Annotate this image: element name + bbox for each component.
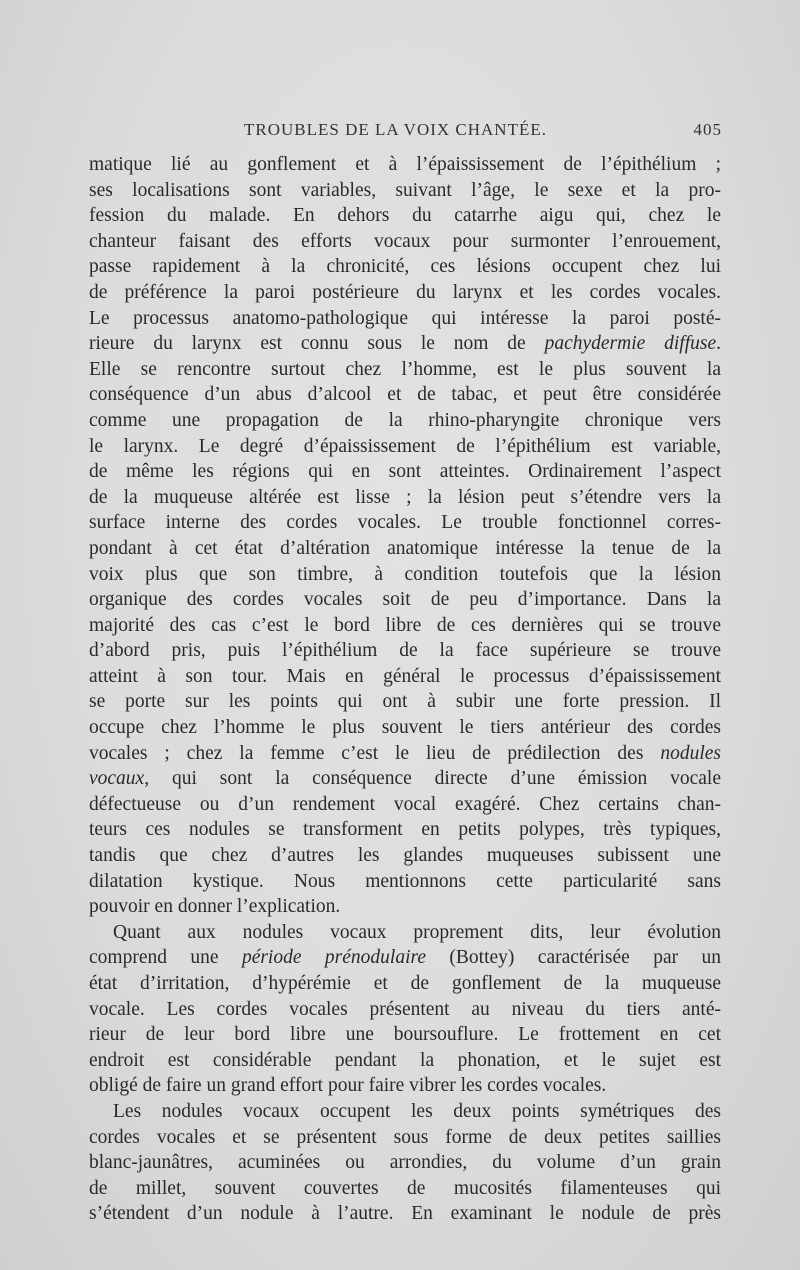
- text-line: atteint à son tour. Mais en général le processus d’épaississement: [89, 665, 721, 687]
- text-line: fession du malade. En dehors du catarrhe aigu qui, chez le: [89, 205, 721, 227]
- body-text: [89, 152, 721, 1227]
- text-line: rieure du larynx est connu sous le nom de pachydermie diffuse.: [89, 333, 721, 355]
- text-line: Quant aux nodules vocaux proprement dits, leur évolution: [113, 921, 721, 943]
- text-line: de millet, souvent couvertes de mucosités filamenteuses qui: [89, 1177, 721, 1199]
- text-line: de la muqueuse altérée est lisse ; la lésion peut s’étendre vers la: [89, 486, 721, 508]
- text-line: blanc-jaunâtres, acuminées ou arrondies, du volume d’un grain: [89, 1152, 721, 1174]
- text-line: conséquence d’un abus d’alcool et de tabac, et peut être considérée: [89, 384, 721, 406]
- text-line: pondant à cet état d’altération anatomique intéresse la tenue de la: [89, 537, 721, 559]
- text-line: rieur de leur bord libre une boursouflure. Le frottement en cet: [89, 1024, 721, 1046]
- text-line: se porte sur les points qui ont à subir une forte pression. Il: [89, 691, 721, 713]
- text-line: vocale. Les cordes vocales présentent au niveau du tiers anté-: [89, 998, 721, 1020]
- text-line: le larynx. Le degré d’épaississement de l’épithélium est variable,: [89, 435, 721, 457]
- text-line: chanteur faisant des efforts vocaux pour surmonter l’enrouement,: [89, 230, 721, 252]
- text-line: organique des cordes vocales soit de peu d’importance. Dans la: [89, 589, 721, 611]
- text-line: comprend une période prénodulaire (Bottey) caractérisée par un: [89, 947, 721, 969]
- text-line: état d’irritation, d’hypérémie et de gonflement de la muqueuse: [89, 973, 721, 994]
- text-line: surface interne des cordes vocales. Le trouble fonctionnel corres-: [89, 512, 721, 534]
- text-line: passe rapidement à la chronicité, ces lésions occupent chez lui: [89, 256, 721, 278]
- running-title: TROUBLES DE LA VOIX CHANTÉE.: [244, 120, 547, 139]
- text-line: ses localisations sont variables, suivant l’âge, le sexe et la pro-: [89, 179, 721, 201]
- text-line: Elle se rencontre surtout chez l’homme, est le plus souvent la: [89, 358, 721, 380]
- text-line: vocaux, qui sont la conséquence directe d’une émission vocale: [89, 768, 721, 790]
- text-line: cordes vocales et se présentent sous forme de deux petites saillies: [89, 1126, 721, 1148]
- text-line: tandis que chez d’autres les glandes muqueuses subissent une: [89, 845, 721, 867]
- text-line: endroit est considérable pendant la phonation, et le sujet est: [89, 1049, 721, 1071]
- text-line: de préférence la paroi postérieure du larynx et les cordes vocales.: [89, 281, 721, 303]
- text-line: dilatation kystique. Nous mentionnons cette particularité sans: [89, 870, 721, 892]
- running-header: [88, 120, 722, 142]
- text-line: obligé de faire un grand effort pour faire vibrer les cordes vocales.: [89, 1075, 607, 1097]
- text-line: teurs ces nodules se transforment en petits polypes, très typiques,: [89, 819, 721, 841]
- text-line: occupe chez l’homme le plus souvent le tiers antérieur des cordes: [89, 717, 721, 739]
- page-number: 405: [693, 120, 722, 139]
- text-line: Les nodules vocaux occupent les deux points symétriques des: [113, 1100, 721, 1122]
- text-line: vocales ; chez la femme c’est le lieu de prédilection des nodules: [89, 742, 721, 764]
- text-line: voix plus que son timbre, à condition toutefois que la lésion: [89, 563, 721, 585]
- text-line: majorité des cas c’est le bord libre de ces dernières qui se trouve: [89, 614, 721, 636]
- text-line: s’étendent d’un nodule à l’autre. En examinant le nodule de près: [89, 1203, 721, 1225]
- text-line: pouvoir en donner l’explication.: [89, 896, 341, 918]
- text-line: défectueuse ou d’un rendement vocal exagéré. Chez certains chan-: [89, 793, 721, 815]
- text-line: Le processus anatomo-pathologique qui intéresse la paroi posté-: [89, 307, 721, 329]
- text-line: de même les régions qui en sont atteintes. Ordinairement l’aspect: [89, 461, 721, 483]
- text-line: matique lié au gonflement et à l’épaississement de l’épithélium ;: [89, 154, 721, 175]
- text-line: d’abord pris, puis l’épithélium de la face supérieure se trouve: [89, 640, 721, 662]
- text-line: comme une propagation de la rhino-pharyngite chronique vers: [89, 409, 721, 431]
